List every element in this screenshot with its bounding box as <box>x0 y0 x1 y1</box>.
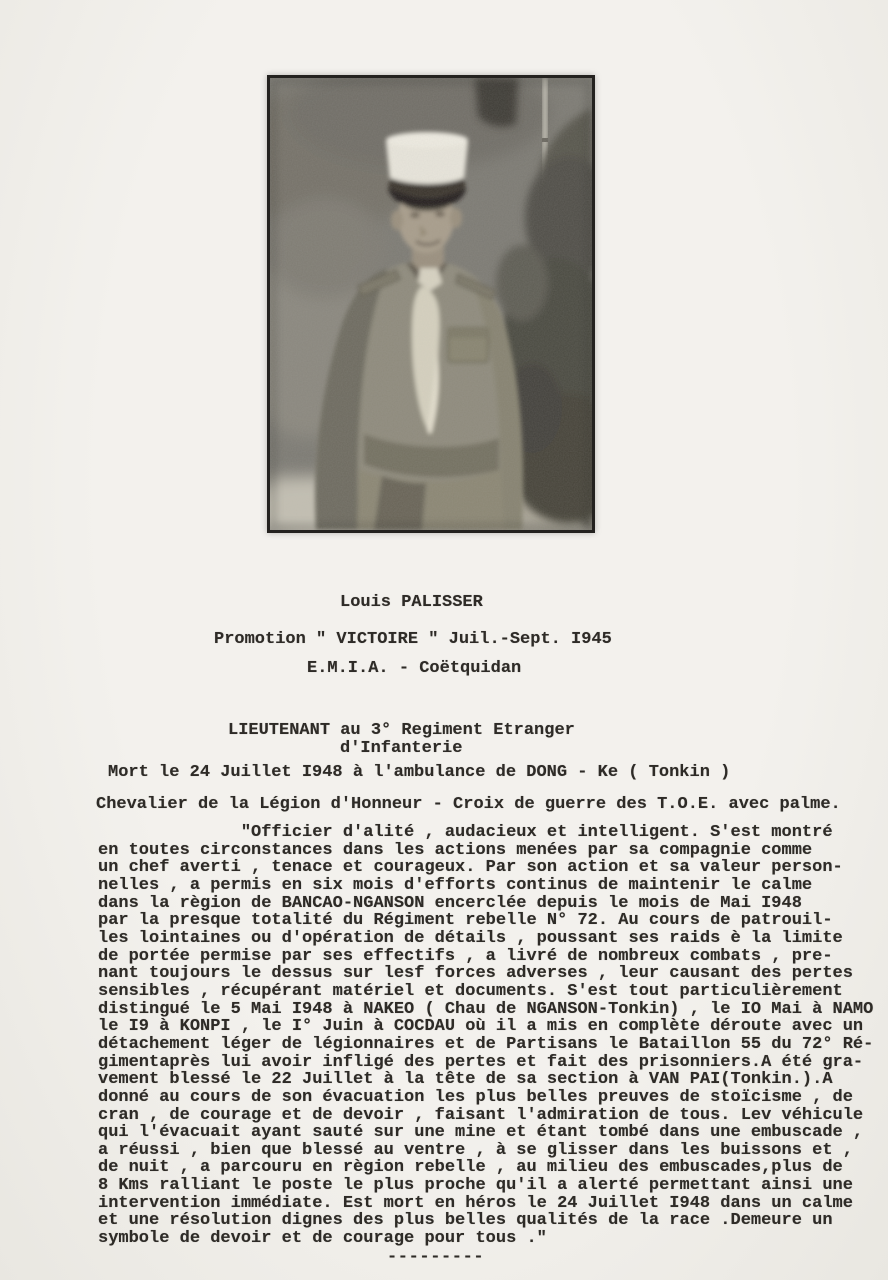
citation-line: donné au cours de son évacuation les plus belles preuves de stoïcisme , de <box>98 1087 853 1107</box>
decorations-line: Chevalier de la Légion d'Honneur - Croix de guerre des T.O.E. avec palme. <box>96 795 841 814</box>
citation-line: a réussi , bien que blessé au ventre , à se glisser dans les buissons et , <box>98 1140 853 1160</box>
citation-line: sensibles , récupérant matériel et documents. S'est tout particulièrement <box>98 981 843 1001</box>
citation-line: en toutes circonstances dans les actions menées par sa compagnie comme <box>98 840 813 860</box>
portrait-photo-art <box>270 78 592 530</box>
citation-line: cran , de courage et de devoir , faisant l'admiration de tous. Lev véhicule <box>98 1105 864 1125</box>
citation-paragraph <box>98 824 873 1248</box>
citation-line: nant toujours le dessus sur lesf forces adverses , leur causant des pertes <box>98 964 853 984</box>
portrait-photo <box>267 75 595 533</box>
citation-line: détachement léger de légionnaires et de Partisans le Bataillon 55 du 72° Ré- <box>98 1034 874 1054</box>
citation-line: de nuit , a parcouru en règion rebelle , au milieu des embuscades,plus de <box>98 1158 843 1178</box>
citation-line: vement blessé le 22 Juillet à la tête de sa section à VAN PAI(Tonkin.).A <box>98 1070 833 1090</box>
citation-line: par la presque totalité du Régiment rebelle N° 72. Au cours de patrouil- <box>98 911 833 931</box>
citation-line: les lointaines ou d'opération de détails , poussant ses raids è la limite <box>98 928 843 948</box>
citation-line: dans la règion de BANCAO-NGANSON encerclée depuis le mois de Mai I948 <box>98 893 802 913</box>
citation-line: qui l'évacuait ayant sauté sur une mine et étant tombé dans une embuscade , <box>98 1123 864 1143</box>
citation-line: de portée permise par ses effectifs , a livré de nombreux combats , pre- <box>98 946 833 966</box>
citation-line: gimentaprès lui avoir infligé des pertes et fait des prisonniers.A été gra- <box>98 1052 864 1072</box>
citation-line: distingué le 5 Mai I948 à NAKEO ( Chau de NGANSON-Tonkin) , le IO Mai à NAMO <box>98 999 874 1019</box>
citation-line: et une résolution dignes des plus belles qualités de la race .Demeure un <box>98 1211 833 1231</box>
citation-line: le I9 à KONPI , le I° Juin à COCDAU où il a mis en complète déroute avec un <box>98 1017 864 1037</box>
citation-line: intervention immédiate. Est mort en héros le 24 Juillet I948 dans un calme <box>98 1193 853 1213</box>
death-line: Mort le 24 Juillet I948 à l'ambulance de DONG - Ke ( Tonkin ) <box>108 763 731 782</box>
citation-line: un chef averti , tenace et courageux. Par son action et sa valeur person- <box>98 858 843 878</box>
separator-dashes: --------- <box>387 1248 485 1267</box>
rank-line-1: LIEUTENANT au 3° Regiment Etranger <box>228 721 575 740</box>
rank-line-2: d'Infanterie <box>340 739 463 758</box>
citation-line: nelles , a permis en six mois d'efforts continus de maintenir le calme <box>98 875 813 895</box>
citation-line: 8 Kms ralliant le poste le plus proche qu'il a alerté permettant ainsi une <box>98 1176 853 1196</box>
subject-name: Louis PALISSER <box>340 593 483 612</box>
promotion-line: Promotion " VICTOIRE " Juil.-Sept. I945 <box>214 630 612 649</box>
citation-line: "Officier d'alité , audacieux et intelligent. S'est montré <box>98 823 833 842</box>
citation-line: symbole de devoir et de courage pour tous ." <box>98 1229 547 1249</box>
school-line: E.M.I.A. - Coëtquidan <box>307 659 522 678</box>
